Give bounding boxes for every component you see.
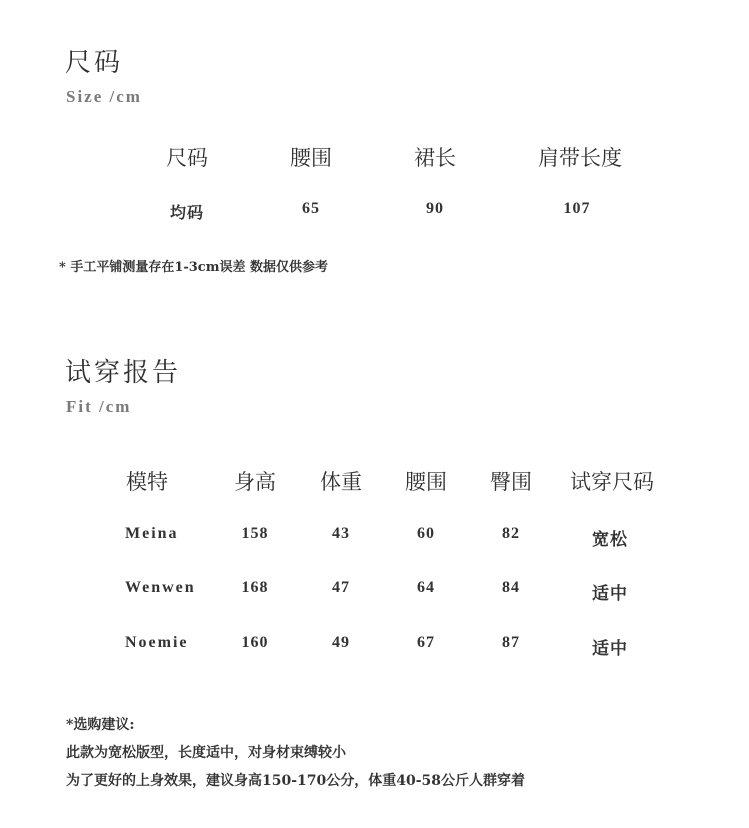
fit-row1-height: 158	[241, 525, 269, 542]
advice-line-2: 为了更好的上身效果，建议身高150-170公分，体重40-58公斤人群穿着	[66, 773, 526, 789]
fit-row1-waist: 60	[417, 525, 435, 542]
fit-row3-height: 160	[241, 634, 269, 651]
advice-line-1: 此款为宽松版型，长度适中，对身材束缚较小	[66, 745, 346, 761]
fit-row2-height: 168	[241, 579, 269, 596]
fit-row3-name: Noemie	[125, 634, 189, 651]
size-header-waist: 腰围	[290, 146, 332, 170]
size-cell-length: 90	[426, 200, 444, 217]
fit-row3-hip: 87	[502, 634, 520, 651]
size-header-size: 尺码	[166, 146, 208, 170]
size-cell-waist: 65	[302, 200, 320, 217]
fit-row1-name: Meina	[125, 525, 179, 542]
measurement-note: * 手工平铺测量存在1-3cm误差 数据仅供参考	[59, 260, 329, 275]
fit-row1-fit: 宽松	[592, 530, 628, 549]
size-header-length: 裙长	[414, 146, 456, 170]
fit-row2-waist: 64	[417, 579, 435, 596]
size-header-strap: 肩带长度	[538, 146, 622, 170]
fit-row1-weight: 43	[332, 525, 350, 542]
fit-header-hip: 臀围	[490, 470, 532, 494]
fit-row2-hip: 84	[502, 579, 520, 596]
fit-row2-fit: 适中	[592, 584, 628, 603]
fit-header-height: 身高	[234, 470, 276, 494]
size-section-subtitle: Size /cm	[66, 87, 142, 106]
fit-row3-weight: 49	[332, 634, 350, 651]
fit-section-title: 试穿报告	[65, 358, 182, 388]
fit-header-waist: 腰围	[405, 470, 447, 494]
size-cell-size: 均码	[169, 205, 205, 222]
fit-row2-weight: 47	[332, 579, 350, 596]
fit-row1-hip: 82	[502, 525, 520, 542]
fit-row3-fit: 适中	[592, 639, 628, 658]
size-cell-strap: 107	[563, 200, 591, 217]
fit-header-weight: 体重	[320, 470, 362, 494]
size-section-title: 尺码	[65, 48, 124, 78]
fit-header-fit-size: 试穿尺码	[570, 470, 654, 494]
fit-header-model: 模特	[126, 470, 168, 494]
fit-section-subtitle: Fit /cm	[66, 397, 132, 416]
fit-row3-waist: 67	[417, 634, 435, 651]
advice-heading: *选购建议:	[66, 717, 135, 733]
fit-row2-name: Wenwen	[125, 579, 196, 596]
